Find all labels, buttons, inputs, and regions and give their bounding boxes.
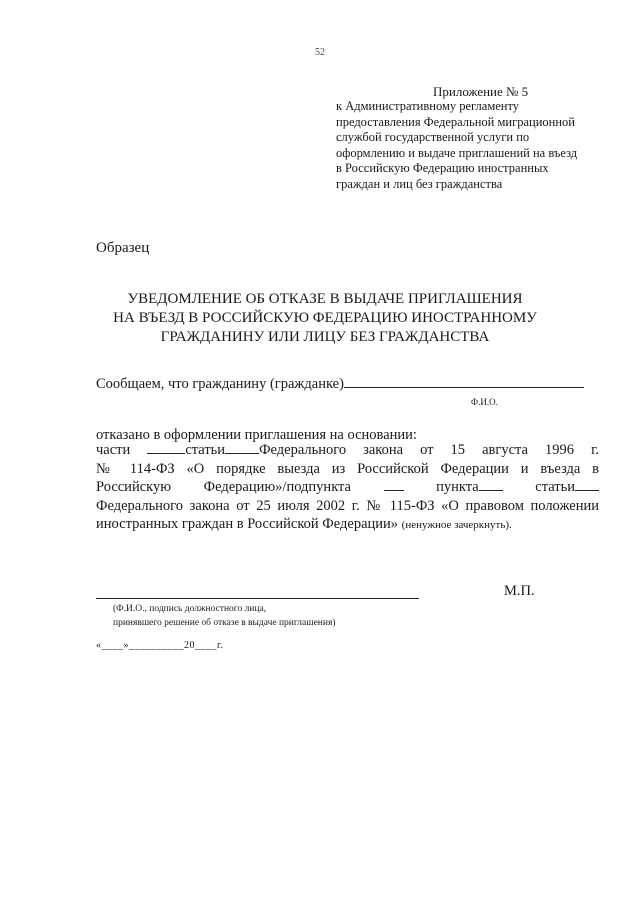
- fio-blank: [344, 387, 584, 388]
- basis-line: № 114-ФЗ «О порядке выезда из Российской Федерации и въезда в: [96, 460, 599, 477]
- appendix-line: к Административному регламенту: [336, 99, 520, 113]
- sample-label: Образец: [96, 240, 150, 256]
- seal-label: М.П.: [504, 583, 535, 599]
- basis-law-1996: Федерального закона от 15 августа 1996 г.: [259, 442, 600, 458]
- page-number: 52: [315, 47, 325, 58]
- appendix-line: граждан и лиц без гражданства: [336, 176, 503, 191]
- basis-line: [96, 441, 599, 460]
- date-line: «____»__________20____г.: [96, 640, 224, 651]
- basis-law-1996-end: Российскую Федерацию»/подпункта: [96, 479, 351, 495]
- refusal-basis: [96, 441, 599, 535]
- document-title: [110, 290, 540, 347]
- item-blank: [479, 490, 503, 491]
- title-line: ГРАЖДАНИНУ ИЛИ ЛИЦУ БЕЗ ГРАЖДАНСТВА: [160, 329, 490, 345]
- part-blank: [147, 453, 185, 454]
- signature-caption-line: (Ф.И.О., подпись должностного лица,: [113, 604, 267, 614]
- message-text: Сообщаем, что гражданину (гражданке): [96, 376, 344, 392]
- basis-part-label: части: [96, 442, 131, 458]
- appendix-title: Приложение № 5: [433, 84, 529, 99]
- basis-article2-label: статьи: [535, 479, 575, 495]
- refusal-intro: отказано в оформлении приглашения на основании:: [96, 427, 417, 443]
- basis-line: Федерального закона от 25 июля 2002 г. № 115-ФЗ «О правовом положении: [96, 497, 599, 514]
- title-line: НА ВЪЕЗД В РОССИЙСКУЮ ФЕДЕРАЦИЮ ИНОСТРАННОМУ: [113, 310, 537, 326]
- fio-caption: Ф.И.О.: [471, 397, 498, 407]
- basis-line: [96, 515, 599, 535]
- appendix-line: в Российскую Федерацию иностранных: [336, 161, 549, 175]
- signature-line: [96, 598, 419, 599]
- basis-item-label: пункта: [436, 479, 479, 495]
- signature-caption: [113, 602, 336, 630]
- appendix-reference: [336, 99, 594, 192]
- article2-blank: [575, 490, 599, 491]
- subitem-blank: [384, 490, 404, 491]
- strike-note: (ненужное зачеркнуть).: [401, 519, 512, 531]
- basis-article-label: статьи: [185, 442, 226, 458]
- basis-law-2002-end: иностранных граждан в Российской Федерации»: [96, 516, 399, 532]
- appendix-line: оформлению и выдаче приглашений на въезд: [336, 145, 578, 160]
- basis-line: [96, 478, 599, 497]
- appendix-line: предоставления Федеральной миграционной: [336, 114, 575, 129]
- article-blank: [225, 453, 259, 454]
- message-line: [96, 376, 584, 393]
- signature-caption-line: принявшего решение об отказе в выдаче приглашения): [113, 618, 336, 628]
- appendix-line: службой государственной услуги по: [336, 130, 530, 144]
- title-line: УВЕДОМЛЕНИЕ ОБ ОТКАЗЕ В ВЫДАЧЕ ПРИГЛАШЕНИЯ: [127, 291, 523, 307]
